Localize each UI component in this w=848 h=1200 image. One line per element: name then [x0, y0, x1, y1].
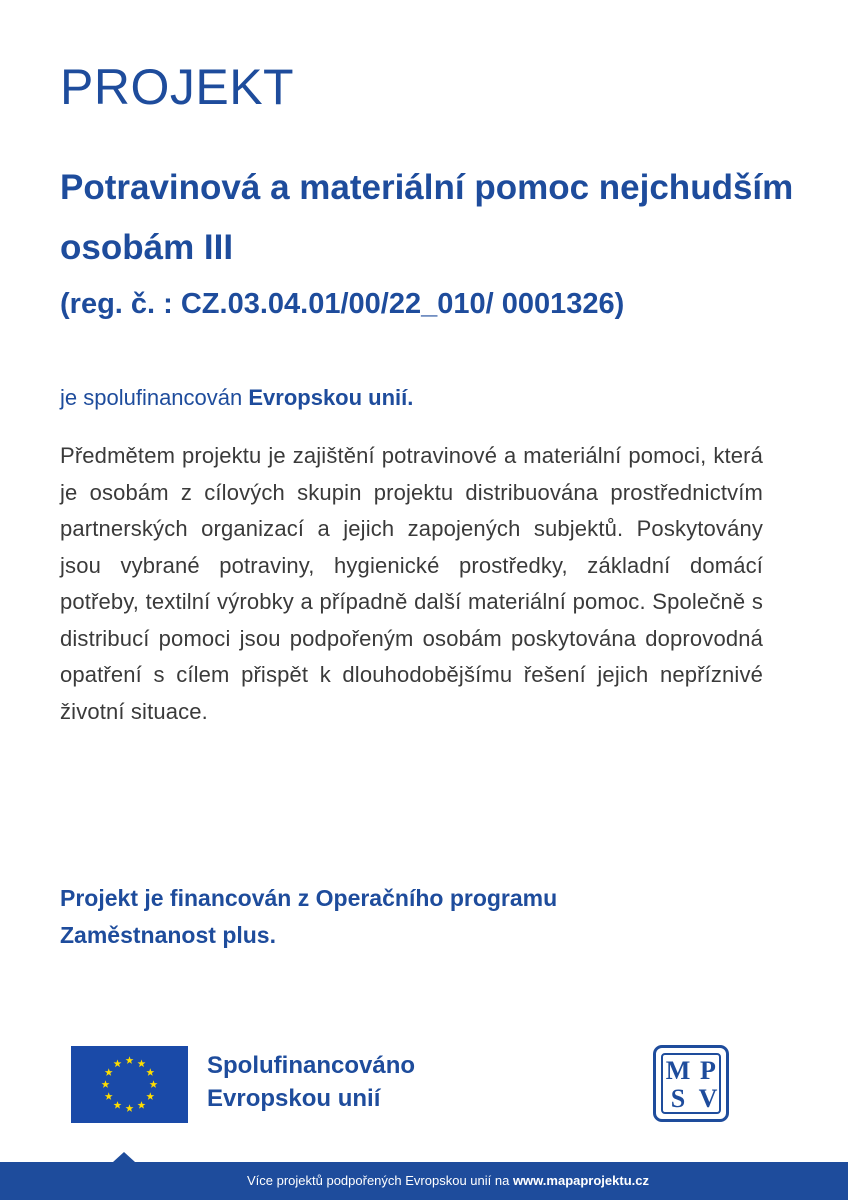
eu-star: [114, 1060, 122, 1068]
eu-star: [105, 1068, 113, 1076]
mpsv-letter-m: M: [665, 1056, 691, 1085]
project-title: Potravinová a materiální pomoc nejchudším osobám III: [60, 168, 794, 267]
eu-star: [138, 1060, 146, 1068]
footer-link[interactable]: www.mapaprojektu.cz: [512, 1173, 649, 1188]
mpsv-letter-p: P: [700, 1056, 716, 1085]
cofinancing-statement: [60, 384, 413, 412]
eu-star: [126, 1056, 134, 1064]
eu-star: [114, 1101, 122, 1109]
eu-label-line-2: Evropskou unií: [207, 1085, 381, 1112]
financing-line-1: Projekt je financován z Operačního programu: [60, 885, 558, 911]
mpsv-letter-v: V: [698, 1084, 718, 1113]
eu-star: [146, 1068, 154, 1076]
cofinancing-prefix: je spolufinancován: [60, 385, 249, 410]
eu-flag-icon: [71, 1046, 188, 1123]
mpsv-logo-icon: [653, 1045, 729, 1122]
eu-star: [146, 1092, 154, 1100]
cofinancing-emphasis: Evropskou unií.: [248, 385, 414, 410]
financing-statement: [60, 880, 700, 954]
registration-number: (reg. č. : CZ.03.04.01/00/22_010/ 0001326): [60, 288, 625, 320]
footer-bar: [0, 1162, 848, 1200]
eu-star: [138, 1101, 146, 1109]
eu-star: [105, 1092, 113, 1100]
project-description: Předmětem projektu je zajištění potravinové a materiální pomoci, která je osobám z cílových skupin projektu distribuována prostřednictvím partnerských organizací a jejich zapojených subjektů. Poskytovány jsou vybrané potraviny, hygienické prostředky, základní domácí potřeby, textilní výrobky a případně další materiální pomoc. Společně s distribucí pomoci jsou podpořeným osobám poskytována doprovodná opatření s cílem přispět k dlouhodobějšímu řešení jejich nepříznivé životní situace.: [60, 443, 763, 724]
eu-label-line-1: Spolufinancováno: [207, 1052, 416, 1079]
page-kicker: PROJEKT: [60, 59, 295, 115]
mpsv-letter-s: S: [670, 1084, 686, 1113]
eu-star: [150, 1080, 158, 1088]
footer-notch: [113, 1152, 135, 1162]
eu-star: [126, 1104, 134, 1112]
footer-text: Více projektů podpořených Evropskou unií na: [246, 1173, 513, 1188]
eu-cofinancing-label: [207, 1049, 415, 1115]
eu-star: [102, 1080, 110, 1088]
mpsv-logo-frame: [661, 1053, 721, 1114]
financing-line-2: Zaměstnanost plus.: [60, 922, 276, 948]
